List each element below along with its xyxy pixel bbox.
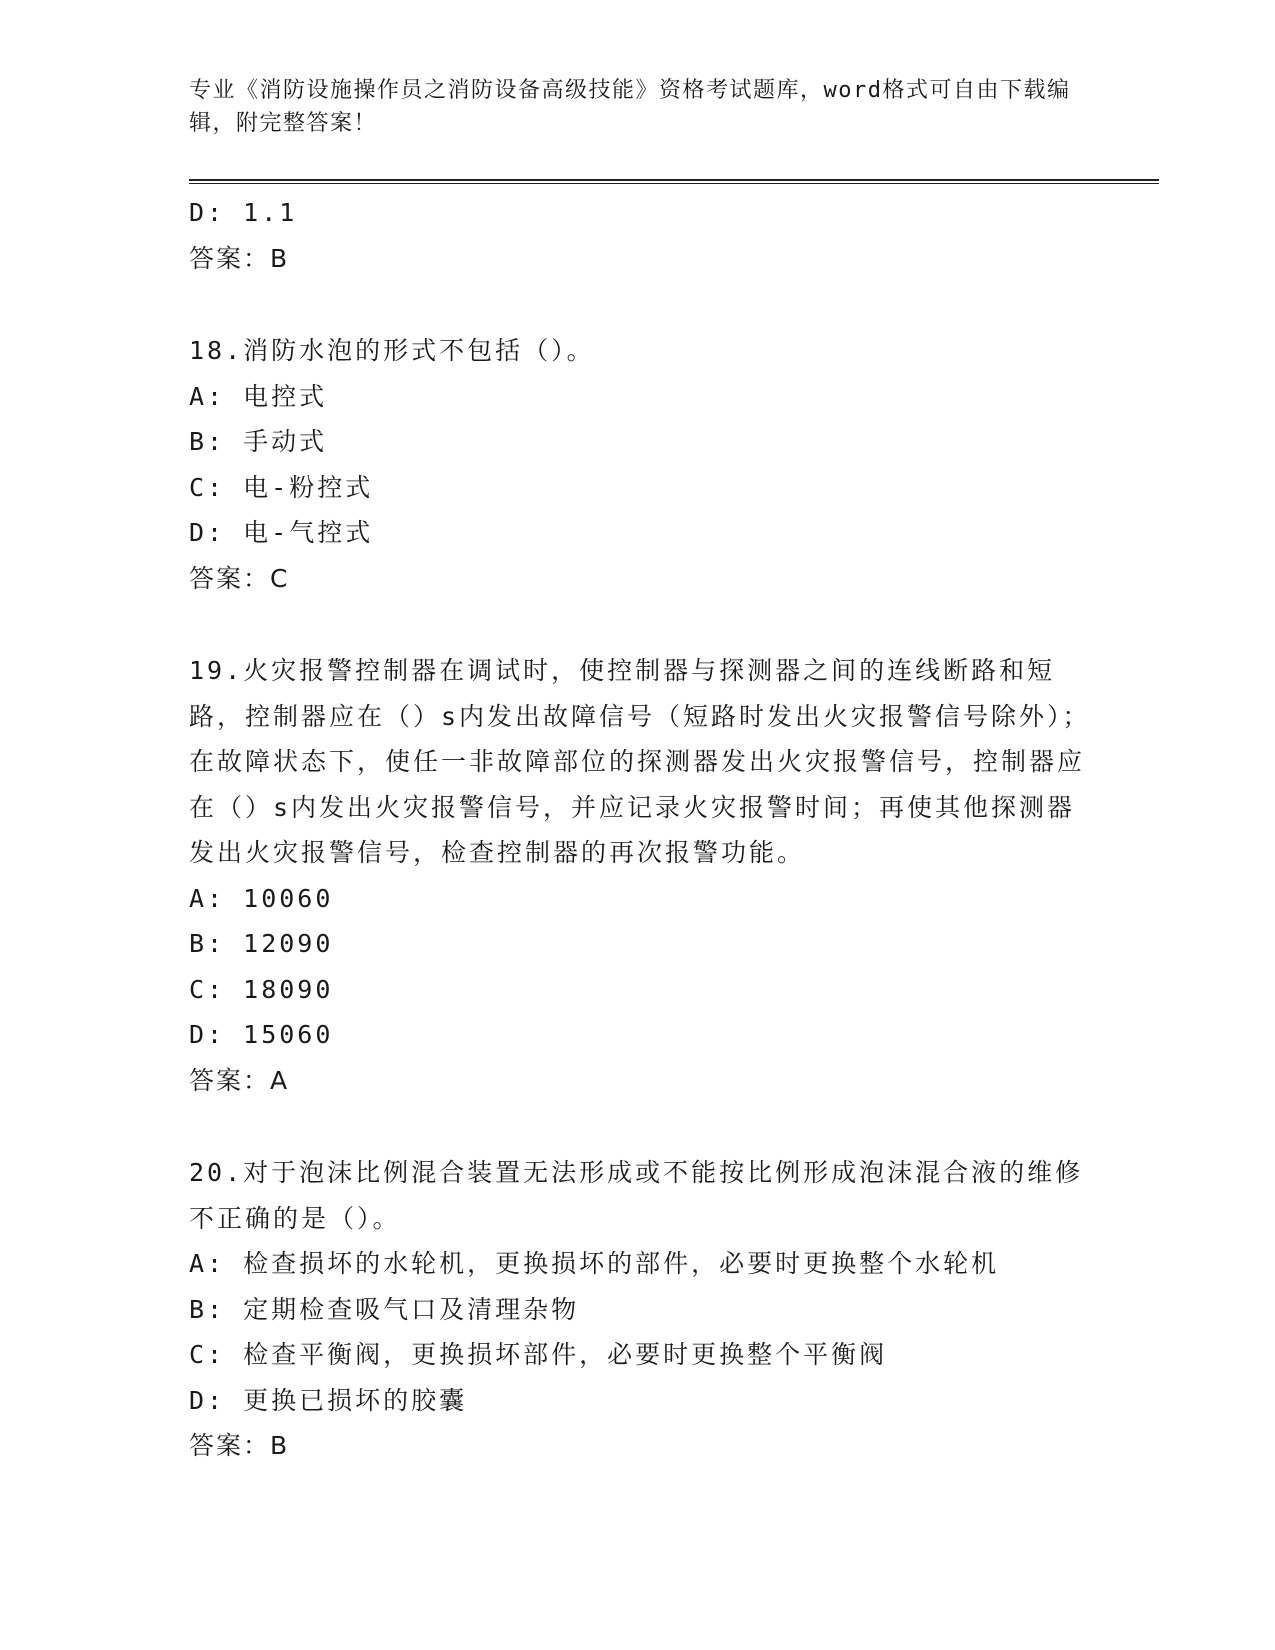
option-c: C: 电-粉控式: [189, 472, 374, 502]
question-18: [189, 328, 1099, 601]
question-19: [189, 648, 1099, 1103]
prev-answer: 答案：B: [189, 243, 290, 273]
question-content: [189, 190, 1099, 1469]
spacer: [189, 281, 1099, 328]
option-c: C: 18090: [189, 974, 334, 1004]
document-header: 专业《消防设施操作员之消防设备高级技能》资格考试题库，word格式可自由下载编辑，附完整答案！: [189, 78, 1071, 136]
header-divider-thin: [189, 183, 1159, 184]
option-d: D: 15060: [189, 1020, 334, 1049]
option-a: A: 10060: [189, 883, 334, 913]
option-d: D: 电-气控式: [189, 518, 374, 547]
option-b: B: 定期检查吸气口及清理杂物: [189, 1294, 580, 1324]
option-b: B: 手动式: [189, 427, 328, 456]
option-a: A: 电控式: [189, 381, 328, 411]
answer: 答案：C: [189, 563, 290, 593]
option-a: A: 检查损坏的水轮机，更换损坏的部件，必要时更换整个水轮机: [189, 1249, 1000, 1278]
answer: 答案：A: [189, 1065, 290, 1095]
answer: 答案：B: [189, 1431, 290, 1460]
header-divider-thick: [189, 179, 1159, 181]
question-stem: 18.消防水泡的形式不包括（）。: [189, 336, 595, 365]
option-b: B: 12090: [189, 929, 334, 958]
spacer: [189, 1103, 1099, 1150]
question-stem: 19.火灾报警控制器在调试时，使控制器与探测器之间的连线断路和短路，控制器应在（）s内发出故障信号（短路时发出火灾报警信号除外）；在故障状态下，使任一非故障部位的探测器发出火灾报警信号，控制器应在（）s内发出火灾报警信号，并应记录火灾报警时间；再使其他探测器发出火灾报警信号，检查控制器的再次报警功能。: [189, 656, 1091, 867]
spacer: [189, 601, 1099, 648]
question-stem: 20.对于泡沫比例混合装置无法形成或不能按比例形成泡沫混合液的维修不正确的是（）。: [189, 1158, 1084, 1233]
question-20: [189, 1150, 1099, 1469]
option-c: C: 检查平衡阀，更换损坏部件，必要时更换整个平衡阀: [189, 1340, 888, 1369]
option-d: D: 更换已损坏的胶囊: [189, 1385, 468, 1415]
prev-option-d: D: 1.1: [189, 198, 298, 227]
